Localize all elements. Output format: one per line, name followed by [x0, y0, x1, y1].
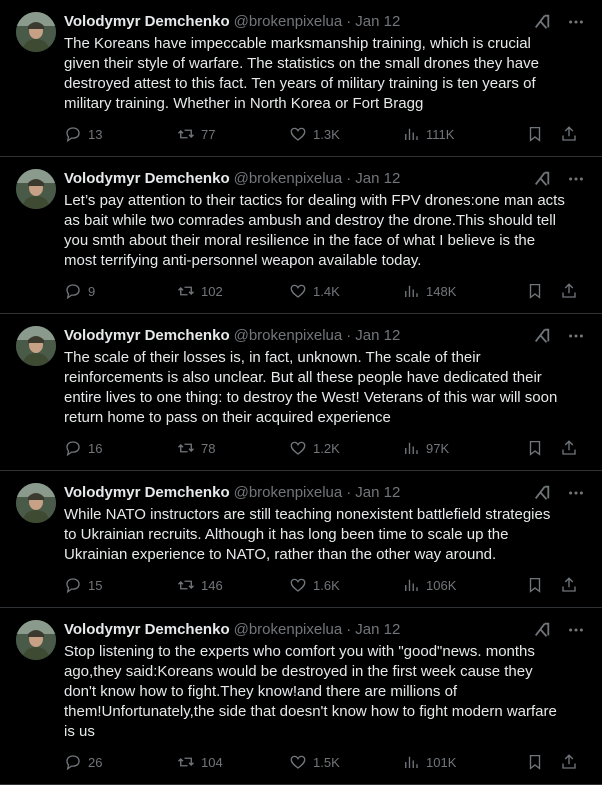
grok-icon[interactable] [532, 169, 552, 189]
like-icon [289, 576, 307, 594]
views-count: 106K [426, 577, 457, 593]
views-icon [402, 753, 420, 771]
author-name[interactable]: Volodymyr Demchenko [64, 170, 230, 187]
reply-icon [64, 576, 82, 594]
more-icon[interactable] [566, 620, 586, 640]
author-handle[interactable]: @brokenpixelua [233, 621, 343, 638]
views-count: 111K [426, 126, 455, 142]
views-count: 101K [426, 754, 457, 770]
separator: · [346, 170, 352, 187]
author-handle[interactable]: @brokenpixelua [233, 170, 343, 187]
tweet-secondary-actions [526, 576, 578, 594]
share-icon[interactable] [560, 125, 578, 143]
reply-count: 16 [88, 440, 103, 456]
reply-icon [64, 439, 82, 457]
author-name[interactable]: Volodymyr Demchenko [64, 621, 230, 638]
tweet-header-actions [532, 483, 586, 503]
tweet-header [64, 326, 586, 346]
retweet-icon [177, 753, 195, 771]
tweet-actions [64, 438, 586, 458]
views-button[interactable] [402, 125, 502, 143]
reply-icon [64, 125, 82, 143]
author-handle[interactable]: @brokenpixelua [233, 13, 343, 30]
tweet-secondary-actions [526, 753, 578, 771]
retweet-count: 78 [201, 440, 216, 456]
retweet-button[interactable] [177, 753, 289, 771]
tweet-text: Let’s pay attention to their tactics for dealing with FPV drones:one man acts as bait while two comrades ambush and destroy the drone.This should tell you smth about their moral resilience in the face of what I believe is the most terrifying anti-personnel weapon available today. [64, 192, 565, 269]
tweet-actions [64, 124, 586, 144]
reply-button[interactable] [64, 439, 177, 457]
like-count: 1.2K [313, 440, 340, 456]
retweet-count: 102 [201, 283, 223, 299]
views-count: 148K [426, 283, 457, 299]
like-icon [289, 753, 307, 771]
avatar-image [16, 326, 56, 366]
tweet-secondary-actions [526, 439, 578, 457]
reply-button[interactable] [64, 125, 177, 143]
views-button[interactable] [402, 753, 502, 771]
separator: · [346, 13, 352, 30]
like-icon [289, 439, 307, 457]
bookmark-icon[interactable] [526, 439, 544, 457]
bookmark-icon[interactable] [526, 125, 544, 143]
retweet-icon [177, 576, 195, 594]
tweet-date[interactable]: Jan 12 [355, 13, 401, 30]
tweet-text: The scale of their losses is, in fact, unknown. The scale of their reinforcements is also unclear. But all these people have dedicated their entire lives to one thing: to destroy the West! Veterans of this war will soon return home to pass on their acquired experience [64, 349, 558, 426]
views-icon [402, 125, 420, 143]
author-name[interactable]: Volodymyr Demchenko [64, 327, 230, 344]
grok-icon[interactable] [532, 483, 552, 503]
tweet-secondary-actions [526, 125, 578, 143]
avatar-image [16, 620, 56, 660]
like-button[interactable] [289, 576, 402, 594]
tweet-header-actions [532, 169, 586, 189]
tweet-actions [64, 281, 586, 301]
separator: · [346, 327, 352, 344]
reply-icon [64, 753, 82, 771]
author-name[interactable]: Volodymyr Demchenko [64, 484, 230, 501]
tweet-header-actions [532, 12, 586, 32]
avatar-image [16, 169, 56, 209]
like-button[interactable] [289, 125, 402, 143]
tweet-date[interactable]: Jan 12 [355, 621, 401, 638]
share-icon[interactable] [560, 282, 578, 300]
grok-icon[interactable] [532, 620, 552, 640]
retweet-count: 146 [201, 577, 223, 593]
tweet-header [64, 12, 586, 32]
tweet[interactable] [0, 608, 602, 785]
tweet-header-actions [532, 326, 586, 346]
share-icon[interactable] [560, 753, 578, 771]
more-icon[interactable] [566, 326, 586, 346]
reply-count: 13 [88, 126, 103, 142]
tweet[interactable] [0, 157, 602, 314]
views-button[interactable] [402, 576, 502, 594]
tweet-header-actions [532, 620, 586, 640]
reply-count: 9 [88, 283, 96, 299]
retweet-button[interactable] [177, 125, 289, 143]
tweet-date[interactable]: Jan 12 [355, 170, 401, 187]
like-icon [289, 125, 307, 143]
avatar[interactable] [16, 326, 56, 366]
tweet-date[interactable]: Jan 12 [355, 327, 401, 344]
avatar-image [16, 12, 56, 52]
share-icon[interactable] [560, 439, 578, 457]
separator: · [346, 621, 352, 638]
bookmark-icon[interactable] [526, 282, 544, 300]
like-button[interactable] [289, 753, 402, 771]
reply-count: 26 [88, 754, 103, 770]
tweet[interactable] [0, 471, 602, 608]
reply-button[interactable] [64, 576, 177, 594]
author-handle[interactable]: @brokenpixelua [233, 484, 343, 501]
reply-button[interactable] [64, 282, 177, 300]
views-button[interactable] [402, 282, 502, 300]
retweet-count: 77 [201, 126, 216, 142]
author-handle[interactable]: @brokenpixelua [233, 327, 343, 344]
tweet-actions [64, 752, 586, 772]
avatar[interactable] [16, 169, 56, 209]
like-count: 1.5K [313, 754, 340, 770]
tweet-text: Stop listening to the experts who comfort you with "good"news. months ago,they said:Koreans would be destroyed in the first week cause they don't know how to fight.They know!and there are millions of them!Unfortunately,the side that doesn't know how to fight modern warfare is us [64, 643, 557, 740]
retweet-button[interactable] [177, 282, 289, 300]
tweet-header [64, 620, 586, 640]
grok-icon[interactable] [532, 12, 552, 32]
avatar[interactable] [16, 483, 56, 523]
separator: · [346, 484, 352, 501]
reply-button[interactable] [64, 753, 177, 771]
like-count: 1.3K [313, 126, 340, 142]
share-icon[interactable] [560, 576, 578, 594]
like-button[interactable] [289, 439, 402, 457]
more-icon[interactable] [566, 169, 586, 189]
views-icon [402, 439, 420, 457]
bookmark-icon[interactable] [526, 753, 544, 771]
tweet[interactable] [0, 0, 602, 157]
grok-icon[interactable] [532, 326, 552, 346]
tweet-text: While NATO instructors are still teaching nonexistent battlefield strategies to Ukrainian recruits. Although it has long been time to scale up the Ukrainian experience to NATO, rather than the other way around. [64, 506, 551, 563]
tweet[interactable] [0, 314, 602, 471]
retweet-button[interactable] [177, 576, 289, 594]
views-count: 97K [426, 440, 450, 456]
views-icon [402, 576, 420, 594]
like-button[interactable] [289, 282, 402, 300]
avatar[interactable] [16, 620, 56, 660]
views-icon [402, 282, 420, 300]
tweet-header [64, 483, 586, 503]
retweet-icon [177, 439, 195, 457]
author-name[interactable]: Volodymyr Demchenko [64, 13, 230, 30]
tweet-header [64, 169, 586, 189]
views-button[interactable] [402, 439, 502, 457]
tweet-date[interactable]: Jan 12 [355, 484, 401, 501]
retweet-button[interactable] [177, 439, 289, 457]
tweet-text: The Koreans have impeccable marksmanship training, which is crucial given their style of warfare. The statistics on the small drones they have destroyed attest to this fact. Ten years of military training is ten years of military training. Whether in North Korea or Fort Bragg [64, 35, 539, 112]
retweet-icon [177, 125, 195, 143]
avatar-image [16, 483, 56, 523]
reply-count: 15 [88, 577, 103, 593]
bookmark-icon[interactable] [526, 576, 544, 594]
like-count: 1.6K [313, 577, 340, 593]
more-icon[interactable] [566, 483, 586, 503]
like-count: 1.4K [313, 283, 340, 299]
like-icon [289, 282, 307, 300]
more-icon[interactable] [566, 12, 586, 32]
retweet-icon [177, 282, 195, 300]
tweet-actions [64, 575, 586, 595]
retweet-count: 104 [201, 754, 223, 770]
tweet-secondary-actions [526, 282, 578, 300]
avatar[interactable] [16, 12, 56, 52]
reply-icon [64, 282, 82, 300]
